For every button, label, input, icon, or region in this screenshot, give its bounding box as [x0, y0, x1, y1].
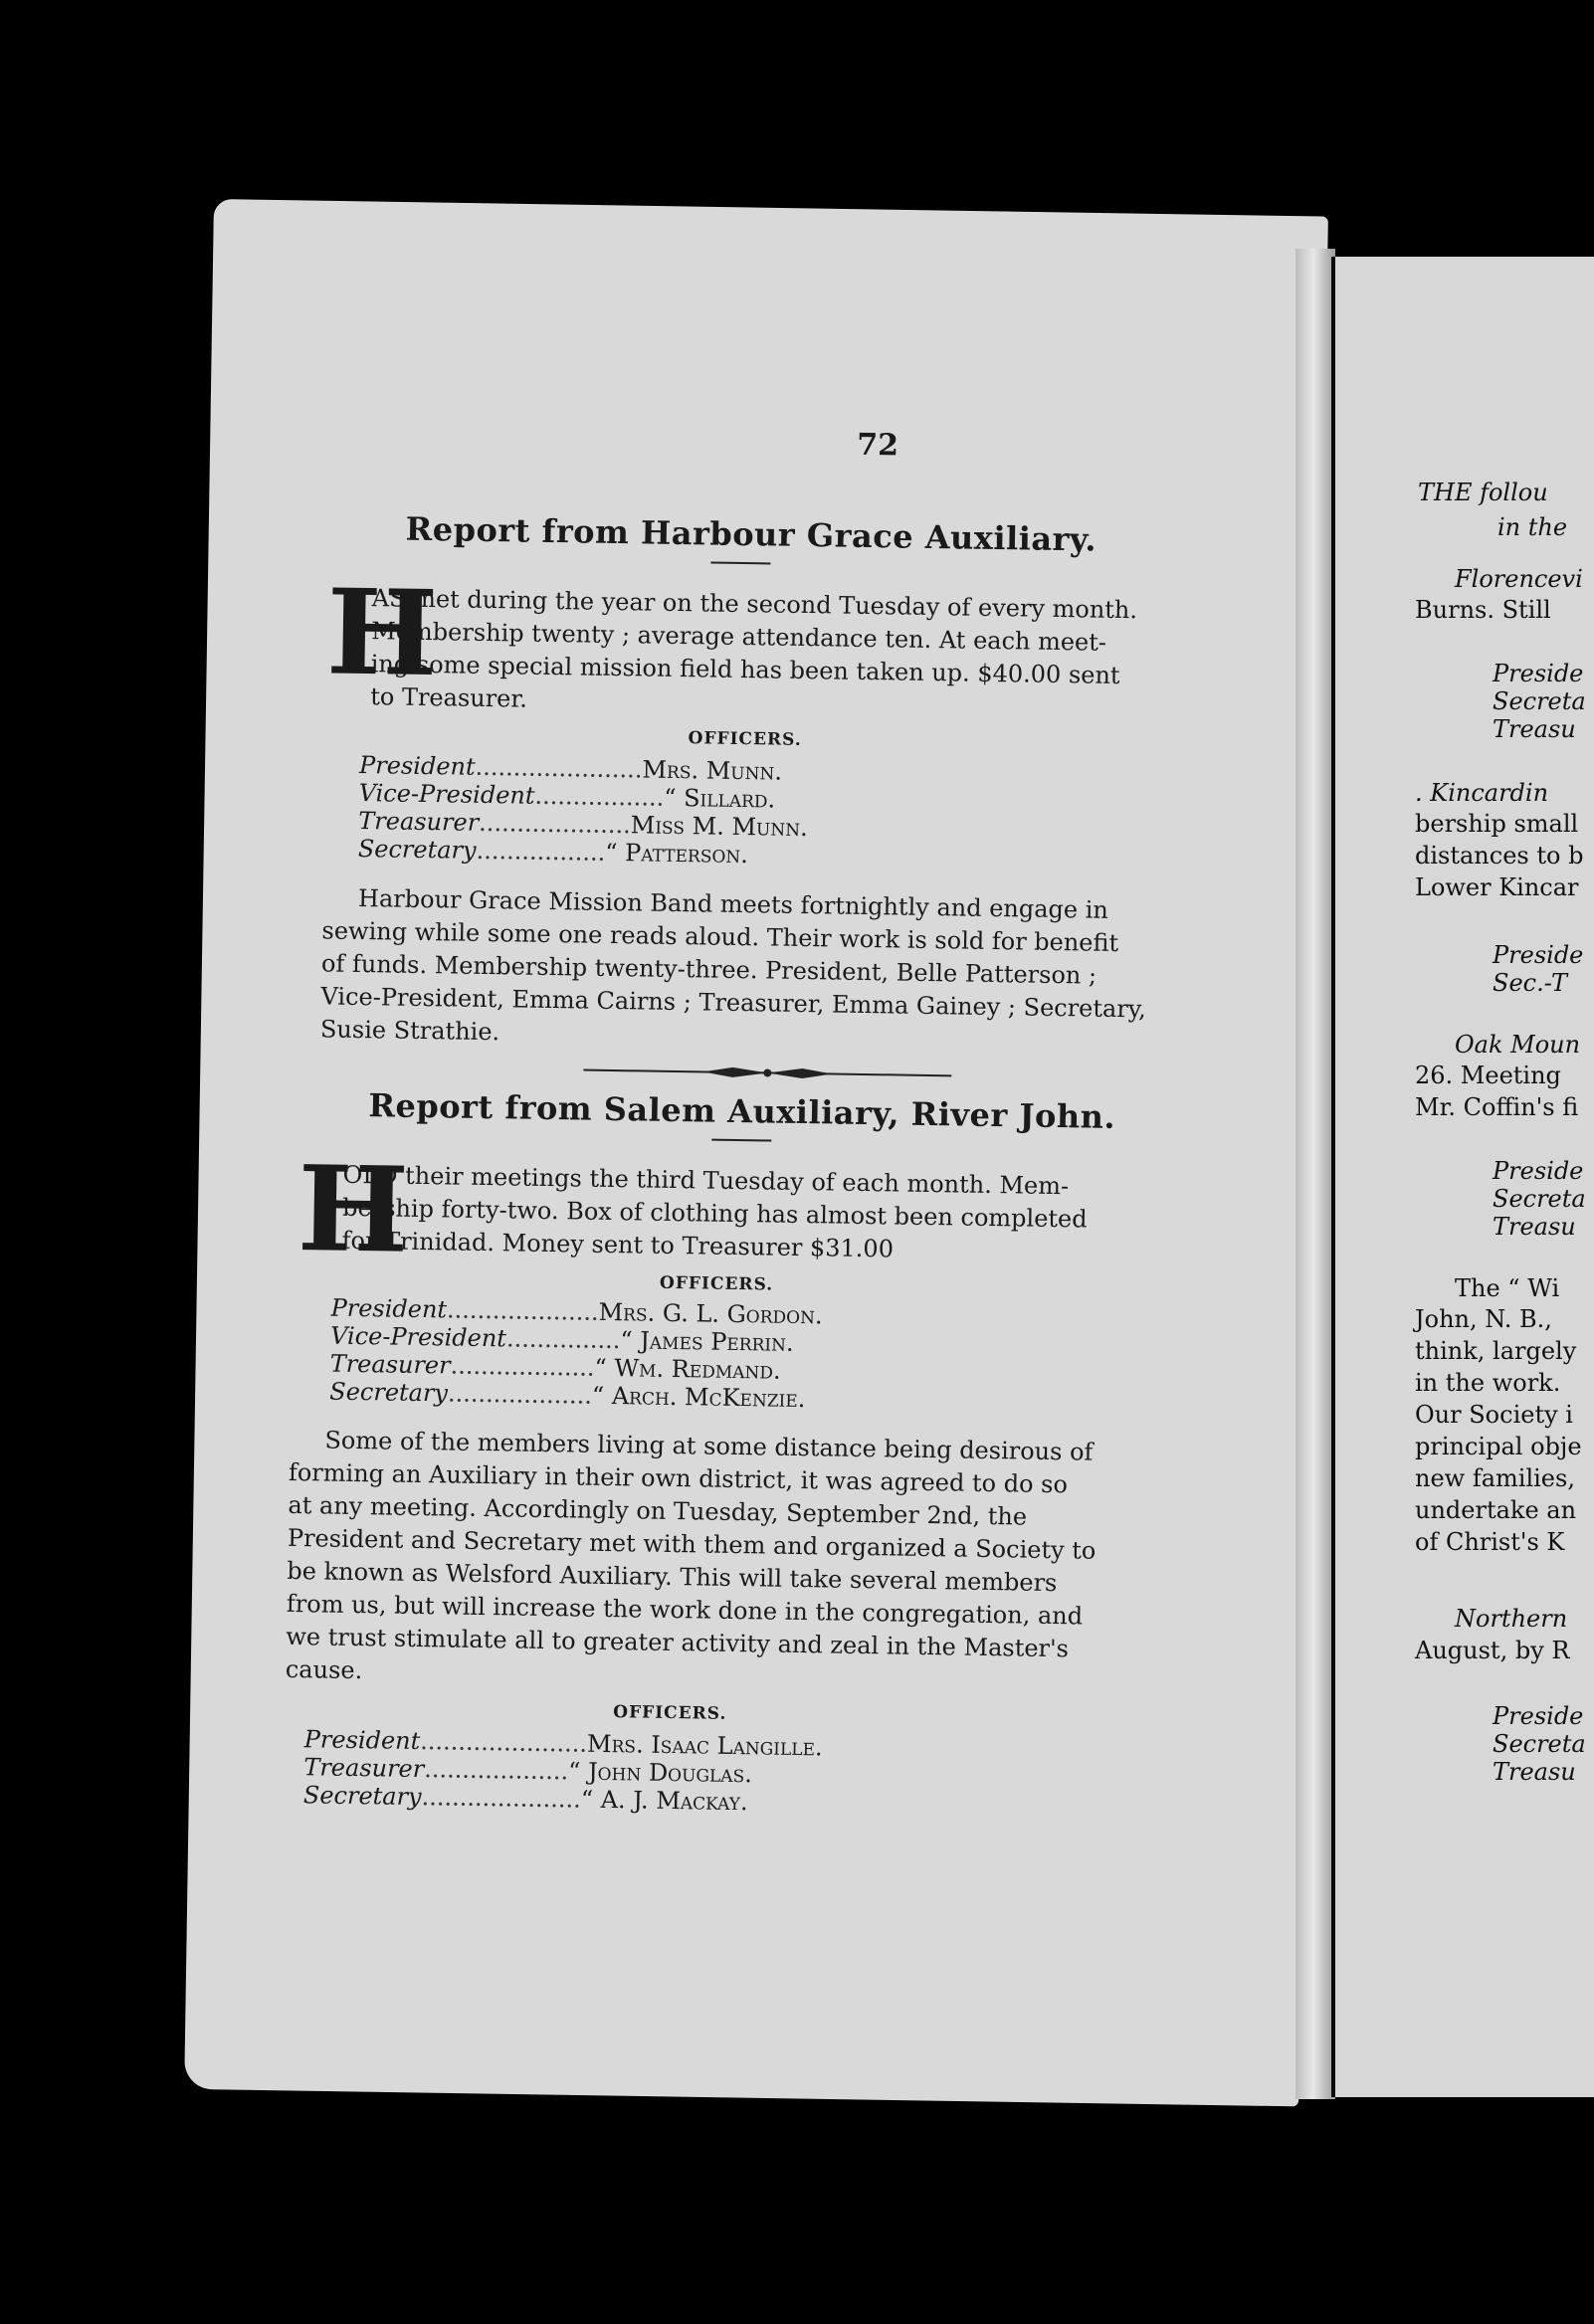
officer-row: Vice-President...............“ James Perrin. — [329, 1321, 794, 1357]
paragraph-harbour-grace — [370, 582, 1168, 726]
text-line: cause. — [285, 1654, 363, 1685]
right-fragment: Treasu — [1493, 1213, 1576, 1241]
paragraph-mission-band — [320, 881, 1178, 1059]
text-line: for Trinidad. Money sent to Treasurer $31.00 — [341, 1226, 895, 1263]
text-line: Vice-President, Emma Cairns ; Treasurer, Emma Gainey ; Secretary, — [320, 982, 1147, 1024]
officers-title: OFFICERS. — [659, 1272, 774, 1295]
officer-row: Vice-President.................“ Sillard. — [358, 778, 776, 814]
right-fragment: in the work. — [1415, 1369, 1561, 1397]
officers-title: OFFICERS. — [613, 1702, 727, 1724]
right-fragment: distances to b — [1415, 842, 1584, 870]
text-line: to Treasurer. — [370, 682, 528, 713]
right-fragment: The “ Wi — [1455, 1274, 1560, 1302]
right-fragment: Oak Moun — [1455, 1031, 1581, 1059]
book-gutter — [1295, 249, 1335, 2099]
right-fragment: Secreta — [1493, 1185, 1586, 1213]
right-fragment: 26. Meeting — [1415, 1062, 1561, 1089]
right-fragment: Secreta — [1493, 1730, 1586, 1758]
text-line: OLD their meetings the third Tuesday of each month. Mem- — [342, 1160, 1070, 1201]
right-fragment: Florencevi — [1455, 565, 1583, 593]
paragraph-salem — [341, 1159, 1138, 1270]
officer-row: Secretary.....................“ A. J. Mackay. — [302, 1781, 748, 1817]
text-line: from us, but will increase the work done in the congregation, and — [286, 1589, 1084, 1631]
right-fragment: think, largely — [1415, 1337, 1577, 1365]
text-line: Some of the members living at some distance being desirous of — [324, 1426, 1094, 1466]
text-line: Harbour Grace Mission Band meets fortnightly and engage in — [357, 883, 1109, 924]
right-fragment: Lower Kincar — [1415, 873, 1579, 901]
text-line: ing some special mission field has been taken up. $40.00 sent — [370, 650, 1120, 689]
text-line: of funds. Membership twenty-three. President, Belle Patterson ; — [320, 949, 1097, 990]
section-heading-harbour-grace: Report from Harbour Grace Auxiliary. — [405, 509, 1097, 559]
right-fragment: Our Society i — [1415, 1401, 1573, 1429]
right-fragment: Secreta — [1493, 687, 1586, 715]
page-number: 72 — [856, 427, 899, 464]
text-line: President and Secretary met with them and organized a Society to — [287, 1523, 1096, 1565]
right-fragment: in the — [1497, 513, 1568, 541]
right-fragment: Northern — [1455, 1605, 1568, 1633]
officer-row: Treasurer....................Miss M. Munn. — [358, 806, 808, 843]
text-line: Susie Strathie. — [319, 1015, 500, 1047]
officer-row: President....................Mrs. G. L. Gordon. — [330, 1293, 823, 1330]
right-fragment: Preside — [1493, 1157, 1584, 1185]
officer-row: Secretary...................“ Arch. McKenzie. — [329, 1377, 806, 1414]
officers-title: OFFICERS. — [688, 728, 802, 750]
officer-row: Treasurer...................“ Wm. Redmand. — [329, 1349, 781, 1385]
drop-cap: H — [297, 1139, 410, 1279]
right-fragment: John, N. B., — [1415, 1305, 1552, 1333]
right-fragment: Burns. Still — [1415, 596, 1551, 624]
right-fragment: Preside — [1493, 1702, 1584, 1730]
officer-row: Treasurer...................“ John Douglas. — [303, 1753, 753, 1789]
right-fragment: principal obje — [1415, 1433, 1582, 1460]
right-fragment: Preside — [1493, 941, 1584, 969]
text-line: AS met during the year on the second Tuesday of every month. — [371, 584, 1138, 625]
drop-cap: H — [325, 562, 439, 703]
text-line: sewing while some one reads aloud. Their work is sold for benefit — [321, 916, 1119, 957]
right-fragment: Sec.-T — [1493, 969, 1567, 997]
officer-row: President......................Mrs. Munn. — [358, 750, 783, 786]
right-fragment: bership small — [1415, 810, 1579, 838]
right-fragment: undertake an — [1415, 1496, 1577, 1524]
right-fragment: of Christ's K — [1415, 1528, 1565, 1556]
text-line: we trust stimulate all to greater activity and zeal in the Master's — [286, 1622, 1070, 1663]
paragraph-welsford — [286, 1424, 1165, 1700]
right-fragment: THE follou — [1418, 479, 1548, 506]
right-fragment: Treasu — [1493, 1758, 1576, 1786]
text-line: be known as Welsford Auxiliary. This will take several members — [287, 1556, 1058, 1598]
right-fragment: Preside — [1493, 660, 1584, 687]
text-line: Membership twenty ; average attendance ten. At each meet- — [371, 617, 1107, 657]
right-fragment: new families, — [1415, 1464, 1575, 1492]
right-fragment: . Kincardin — [1415, 779, 1549, 807]
text-line: at any meeting. Accordingly on Tuesday, September 2nd, the — [288, 1490, 1028, 1531]
right-fragment: Treasu — [1493, 715, 1576, 743]
right-fragment: August, by R — [1415, 1637, 1570, 1664]
officer-row: President......................Mrs. Isaac Langille. — [303, 1725, 823, 1762]
right-fragment: Mr. Coffin's fi — [1415, 1093, 1579, 1121]
text-line: bership forty-two. Box of clothing has almost been completed — [341, 1193, 1088, 1234]
section-heading-salem: Report from Salem Auxiliary, River John. — [368, 1086, 1116, 1136]
text-line: forming an Auxiliary in their own district, it was agreed to do so — [288, 1457, 1069, 1499]
officer-row: Secretary.................“ Patterson. — [357, 834, 749, 870]
